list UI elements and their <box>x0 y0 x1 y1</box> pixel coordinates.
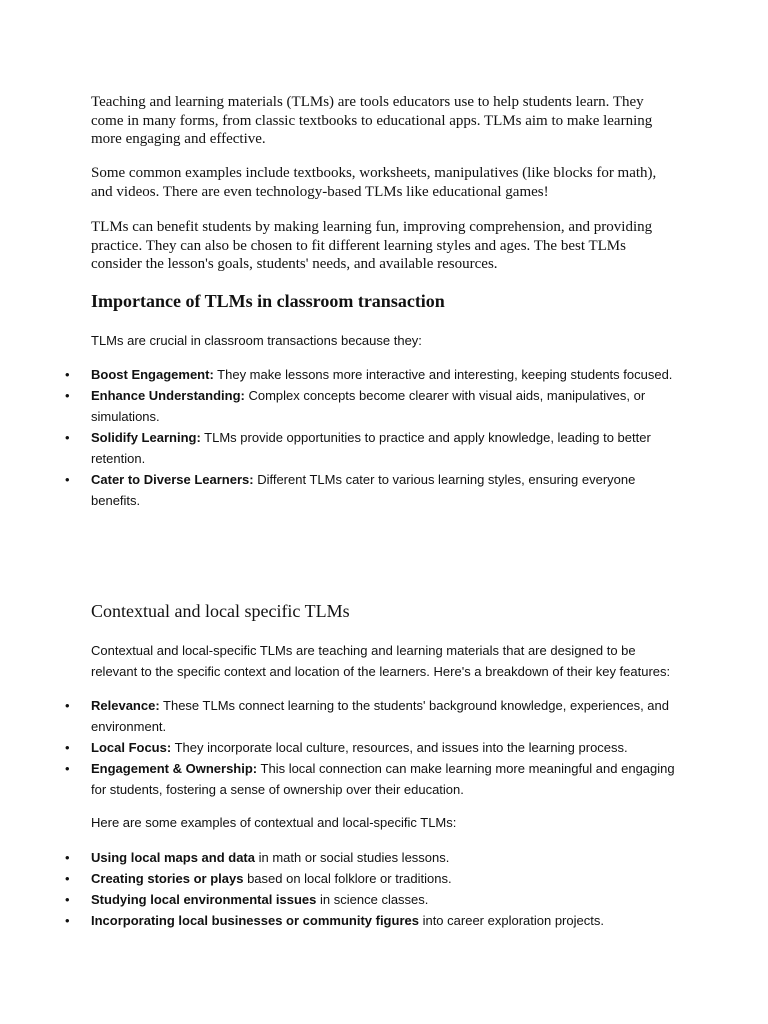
list-item <box>0 364 686 385</box>
item-text: based on local folklore or traditions. <box>243 871 452 886</box>
item-label: Using local maps and data <box>91 850 255 865</box>
bullet-icon: • <box>65 913 70 928</box>
item-text: Complex concepts become clearer with visual aids, manipulatives, or simulations. <box>91 388 646 424</box>
bullet-icon: • <box>65 892 70 907</box>
examples-lead: Here are some examples of contextual and local-specific TLMs: <box>91 815 457 830</box>
item-text: They incorporate local culture, resources, and issues into the learning process. <box>171 740 628 755</box>
item-text: They make lessons more interactive and interesting, keeping students focused. <box>213 367 673 382</box>
importance-heading: Importance of TLMs in classroom transaction <box>91 291 445 311</box>
item-label: Engagement & Ownership: <box>91 761 258 776</box>
list-item <box>0 889 686 910</box>
item-text: This local connection can make learning more meaningful and engaging for students, fostering a sense of ownership over their education. <box>91 761 675 797</box>
item-label: Solidify Learning: <box>91 430 201 445</box>
intro-paragraph-1: Teaching and learning materials (TLMs) are tools educators use to help students learn. They come in many forms, from classic textbooks to educational apps. TLMs aim to make learning more engaging and effective. <box>91 94 653 147</box>
list-item <box>0 910 686 931</box>
list-item <box>0 737 686 758</box>
contextual-features-list <box>0 695 768 800</box>
item-label: Relevance: <box>91 698 160 713</box>
list-item <box>0 868 686 889</box>
intro-paragraph-3: TLMs can benefit students by making learning fun, improving comprehension, and providing practice. They can also be chosen to fit different learning styles and ages. The best TLMs consider the lesson's goals, students' needs, and available resources. <box>91 219 653 272</box>
item-label: Cater to Diverse Learners: <box>91 472 254 487</box>
intro-paragraph-2: Some common examples include textbooks, worksheets, manipulatives (like blocks for math), and videos. There are even technology-based TLMs like educational games! <box>91 165 657 200</box>
item-text: These TLMs connect learning to the students' background knowledge, experiences, and environment. <box>91 698 669 734</box>
item-label: Studying local environmental issues <box>91 892 317 907</box>
item-text: in math or social studies lessons. <box>255 850 450 865</box>
item-label: Enhance Understanding: <box>91 388 245 403</box>
examples-list <box>0 847 768 931</box>
bullet-icon: • <box>65 430 70 445</box>
item-text: Different TLMs cater to various learning styles, ensuring everyone benefits. <box>91 472 636 508</box>
list-item <box>0 385 686 427</box>
bullet-icon: • <box>65 740 70 755</box>
bullet-icon: • <box>65 850 70 865</box>
bullet-icon: • <box>65 698 70 713</box>
list-item <box>0 695 686 737</box>
bullet-icon: • <box>65 761 70 776</box>
importance-list <box>0 364 768 511</box>
contextual-heading: Contextual and local specific TLMs <box>91 601 350 621</box>
importance-lead: TLMs are crucial in classroom transactions because they: <box>91 333 422 348</box>
bullet-icon: • <box>65 472 70 487</box>
bullet-icon: • <box>65 388 70 403</box>
list-item <box>0 847 686 868</box>
contextual-lead: Contextual and local-specific TLMs are teaching and learning materials that are designed to be relevant to the specific context and location of the learners. Here's a breakdown of their key features: <box>91 643 671 679</box>
item-label: Incorporating local businesses or community figures <box>91 913 419 928</box>
bullet-icon: • <box>65 367 70 382</box>
item-text: into career exploration projects. <box>418 913 604 928</box>
item-label: Local Focus: <box>91 740 172 755</box>
item-text: TLMs provide opportunities to practice and apply knowledge, leading to better retention. <box>91 430 651 466</box>
item-label: Boost Engagement: <box>91 367 214 382</box>
list-item <box>0 427 686 469</box>
list-item <box>0 758 686 800</box>
item-text: in science classes. <box>316 892 429 907</box>
item-label: Creating stories or plays <box>91 871 244 886</box>
bullet-icon: • <box>65 871 70 886</box>
list-item <box>0 469 686 511</box>
